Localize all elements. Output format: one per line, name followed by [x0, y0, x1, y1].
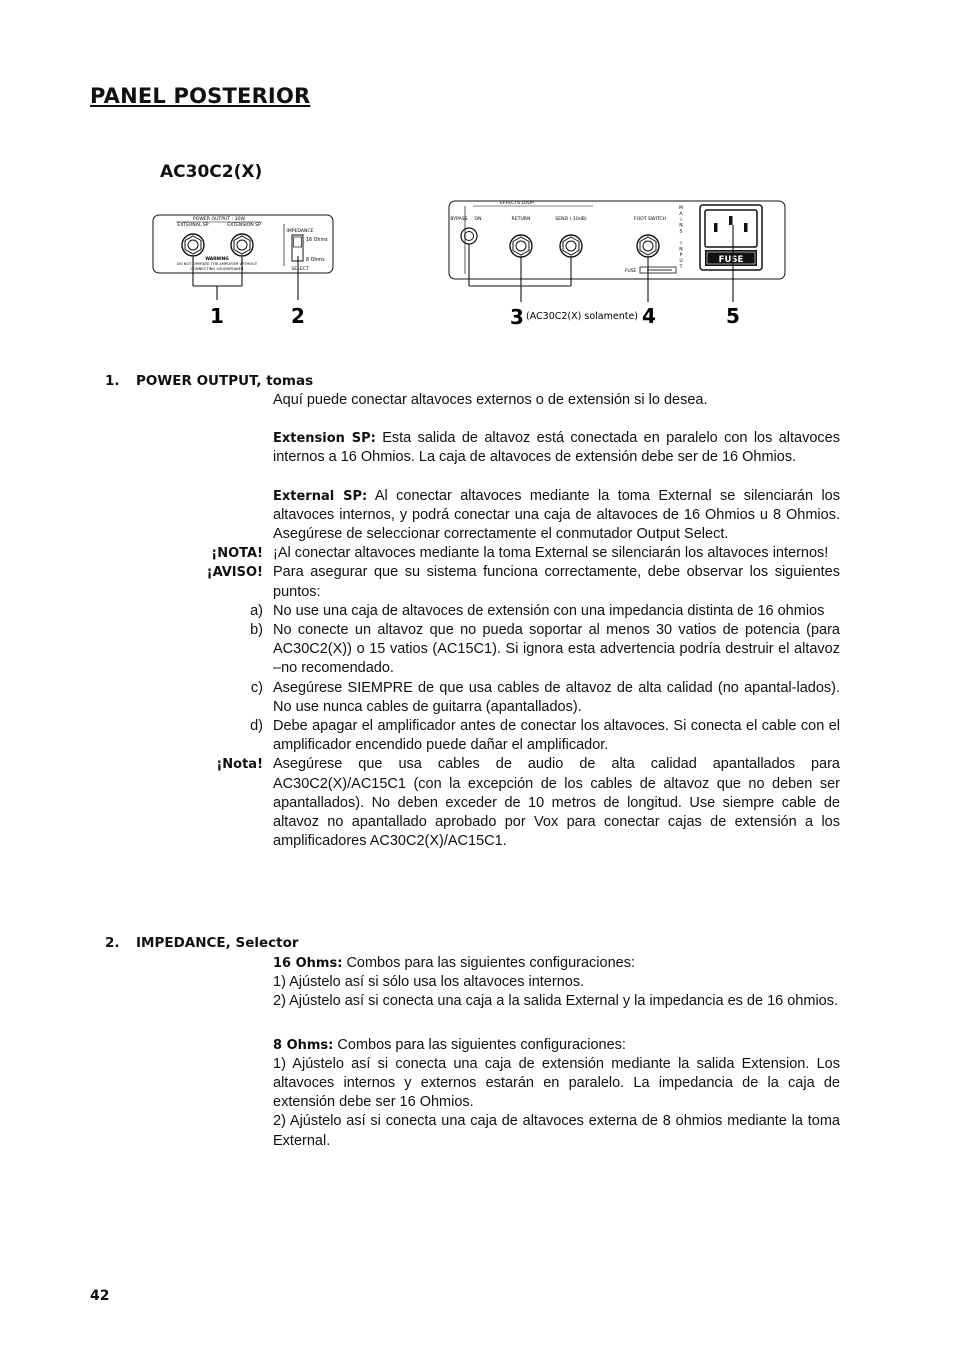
warning-title: WARNING [205, 257, 229, 262]
list-item-text: Asegúrese SIEMPRE de que usa cables de altavoz de alta calidad (no apantal-lados). No use nunca cables de guitarra (apantallados). [273, 679, 840, 715]
nota-text: ¡Al conectar altavoces mediante la toma External se silenciarán los altavoces internos! [273, 545, 829, 562]
effects-loop-label: EFFECTS LOOP [500, 201, 534, 206]
16-ohms-term: 16 Ohms: [273, 956, 343, 971]
send-jack[interactable] [560, 235, 582, 257]
16-ohms-item-1: 1) Ajústelo así si sólo usa los altavoces internos. [273, 974, 585, 991]
section-1-number: 1. [105, 373, 120, 389]
nota2-label: ¡Nota! [216, 757, 263, 773]
fuse-box-label: FUSE [718, 255, 744, 265]
extension-sp-term: Extension SP: [273, 431, 376, 447]
callout-1: 1 [210, 304, 224, 328]
bypass-label: BYPASS [450, 217, 468, 222]
external-sp-text: Al conectar altavoces mediante la toma External se silenciarán los altavoces internos, y podrá conectar una caja de altavoces de 16 Ohmios u 8 Ohmios. Asegúrese de seleccionar correctamente el conmutador Output Select. [273, 487, 840, 543]
list-item [250, 602, 840, 621]
list-item-label: b) [250, 622, 263, 639]
nota-row [211, 544, 840, 563]
callout-3-note: (AC30C2(X) solamente) [526, 311, 638, 322]
section-2-title [105, 935, 299, 951]
callout-5: 5 [726, 304, 740, 328]
fuse-slot[interactable] [640, 267, 676, 273]
power-output-label: POWER OUTPUT : 30W [192, 217, 246, 222]
return-label: RETURN [511, 217, 531, 222]
section-1-title [105, 373, 313, 389]
model-title: AC30C2(X) [160, 162, 263, 182]
select-label: SELECT [291, 267, 309, 272]
section-2-heading: IMPEDANCE, Selector [136, 935, 299, 951]
aviso-row [206, 563, 840, 601]
external-sp-paragraph [273, 487, 840, 545]
nota-label: ¡NOTA! [211, 546, 263, 562]
callout-4: 4 [642, 304, 656, 328]
extension-sp-label: EXTENSION SP [227, 223, 261, 228]
16-ohms-text: Combos para las siguientes configuraciones: [346, 955, 635, 971]
page-number: 42 [90, 1288, 110, 1304]
8-ohms-text: Combos para las siguientes configuraciones: [337, 1036, 626, 1053]
nota2-row [216, 755, 840, 851]
list-item [250, 717, 840, 755]
section-1-intro: Aquí puede conectar altavoces externos o de extensión si lo desea. [273, 392, 708, 408]
8-ohms-item-2: 2) Ajústelo así si conecta una caja de altavoces externa de 8 ohmios mediante la toma External. [273, 1113, 840, 1149]
aviso-label: ¡AVISO! [206, 565, 263, 581]
mains-input-socket[interactable] [700, 205, 762, 270]
extension-sp-paragraph [273, 429, 840, 467]
warning-line-1: DO NOT OPERATE THE AMPLIFIER WITHOUT [176, 262, 258, 266]
callout-3: 3 [510, 305, 524, 329]
external-sp-label: EXTERNAL SP [177, 223, 209, 228]
list-item-label: a) [250, 602, 263, 619]
list-item-text: No conecte un altavoz que no pueda soportar al menos 30 vatios de potencia (para AC30C2(X)) o 15 vatios (AC15C1). Si ignora esta advertencia podría destruir el altavoz –no recomendado. [273, 622, 840, 677]
send-label: SEND (-10dB) [555, 217, 587, 222]
16-ohms-label: 16 Ohms [306, 238, 328, 243]
section-2-body [273, 954, 840, 1151]
bypass-on-switch[interactable] [461, 228, 477, 244]
8-ohms-paragraph [273, 1036, 840, 1055]
section-1-heading: POWER OUTPUT, tomas [136, 373, 314, 389]
8-ohms-term: 8 Ohms: [273, 1037, 334, 1053]
foot-switch-jack[interactable] [637, 235, 659, 257]
extension-sp-text: Esta salida de altavoz está conectada en paralelo con los altavoces internos a 16 Ohmios. La caja de altavoces de extensión debe ser de 16 Ohmios. [273, 430, 840, 466]
list-item-text: No use una caja de altavoces de extensión con una impedancia distinta de 16 ohmios [273, 602, 825, 619]
right-panel [449, 200, 785, 302]
list-item-label: c) [250, 679, 263, 696]
callout-2: 2 [291, 304, 305, 328]
section-2-number: 2. [105, 935, 120, 951]
16-ohms-paragraph [273, 954, 840, 973]
foot-switch-label: FOOT SWITCH [633, 217, 667, 222]
section-1-body [206, 391, 840, 851]
rear-panel-diagram [0, 190, 954, 335]
aviso-text: Para asegurar que su sistema funciona correctamente, debe observar los siguientes puntos: [273, 564, 840, 600]
impedance-label: IMPEDANCE [286, 229, 314, 234]
mains-input-label: M A I N S I N P U T [679, 206, 683, 270]
external-sp-jack[interactable] [182, 234, 204, 256]
list-item [250, 621, 840, 679]
left-panel [153, 215, 333, 300]
16-ohms-item-2: 2) Ajústelo así si conecta una caja a la salida External y la impedancia es de 16 ohmios. [273, 993, 839, 1010]
return-jack[interactable] [510, 235, 532, 257]
fuse-label: FUSE [625, 269, 637, 274]
list-item [250, 679, 840, 717]
on-label: ON [474, 217, 482, 222]
nota2-text: Asegúrese que usa cables de audio de alta calidad apantallados para AC30C2(X)/AC15C1 (con la excepción de los cables de altavoz que no deben ser apantallados). No deben exceder de 10 metros de longitud. Use siempre cable de altavoz no apantallado aprobado por Vox para conectar cajas de extensión a los amplificadores AC30C2(X)/AC15C1. [273, 756, 840, 850]
list-item-label: d) [250, 718, 263, 735]
extension-sp-jack[interactable] [231, 234, 253, 256]
page-title: PANEL POSTERIOR [90, 84, 311, 108]
list-item-text: Debe apagar el amplificador antes de conectar los altavoces. Si conecta el cable con el amplificador encendido puede dañar el amplificador. [273, 718, 840, 754]
8-ohms-item-1: 1) Ajústelo así si conecta una caja de extensión mediante la salida Extension. Los altavoces internos y externos estarán en paralelo. La impedancia de la caja de extensión debe ser 16 Ohmios. [273, 1055, 840, 1111]
external-sp-term: External SP: [273, 488, 368, 504]
8-ohms-label: 8 Ohms [306, 258, 325, 263]
warning-line-2: CONNECTING LOUDSPEAKER [190, 267, 244, 271]
